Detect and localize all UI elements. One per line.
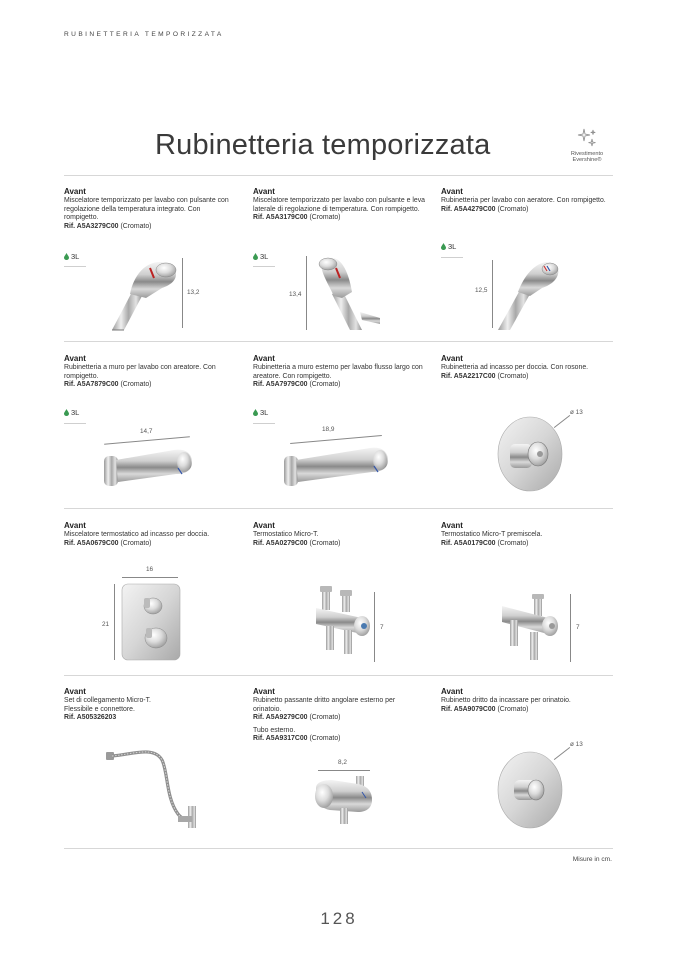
product-description: Rubinetteria a muro esterno per lavabo flusso largo con areatore. Con rompigetto.: [253, 364, 423, 380]
running-head: RUBINETTERIA TEMPORIZZATA: [64, 31, 224, 38]
product-image-basin-tap: [494, 256, 566, 332]
dimension-line: [492, 260, 493, 328]
product-finish: (Cromato): [309, 381, 341, 389]
product-ref: Rif. A5A7979C00: [253, 381, 308, 389]
product-card: [253, 354, 425, 390]
dimension-line: [374, 592, 375, 662]
dimension-width: 8,2: [338, 759, 347, 766]
dimension-width: 18,9: [322, 426, 335, 433]
product-card: [441, 187, 613, 214]
product-ref: Rif. A5A2217C00: [441, 372, 496, 380]
product-name: Avant: [441, 521, 463, 530]
evershine-label-2: Evershine®: [572, 157, 602, 164]
product-name: Avant: [64, 687, 86, 696]
product-description: Rubinetto dritto da incassare per orinatoio.: [441, 697, 571, 704]
evershine-badge: [562, 127, 612, 164]
product-description: Miscelatore termostatico ad incasso per doccia.: [64, 531, 210, 538]
water-drop-icon: [64, 409, 69, 416]
product-description: Rubinetteria ad incasso per doccia. Con rosone.: [441, 364, 589, 371]
badge-underline: [253, 423, 275, 424]
product-description: Rubinetto passante dritto angolare esterno per orinatoio.: [253, 697, 396, 713]
product-name: Avant: [441, 354, 463, 363]
product-image-flexible-hose: [104, 748, 200, 832]
product-image-wall-basin-tap-large: [282, 442, 392, 492]
flow-rate: 3L: [448, 242, 457, 251]
flow-rate: 3L: [71, 408, 80, 417]
flow-badge: [64, 408, 79, 417]
water-drop-icon: [253, 253, 258, 260]
product-description: Set di collegamento Micro-T.: [64, 697, 151, 704]
product-ref: Rif. A5A0179C00: [441, 539, 496, 547]
product-description: Rubinetteria per lavabo con aeratore. Con rompigetto.: [441, 197, 606, 204]
water-drop-icon: [441, 243, 446, 250]
product-card: [441, 354, 613, 381]
dimension-width: 14,7: [140, 428, 153, 435]
product-name: Avant: [253, 354, 275, 363]
product-name: Avant: [441, 187, 463, 196]
product-finish: (Cromato): [120, 222, 152, 230]
divider: [64, 675, 613, 676]
product-image-urinal-valve: [310, 774, 376, 826]
divider: [64, 848, 613, 849]
product-ref: Rif. A5A3179C00: [253, 214, 308, 222]
product-ref: Rif. A5A9279C00: [253, 714, 308, 722]
flow-rate: 3L: [260, 408, 269, 417]
product-description: Miscelatore temporizzato per lavabo con pulsante e leva laterale di regolazione di temperatura. Con rompigetto.: [253, 197, 425, 213]
product-image-thermostatic-plate: [120, 582, 182, 662]
product-ref: Rif. A5A9079C00: [441, 705, 496, 713]
product-description: Miscelatore temporizzato per lavabo con pulsante con regolazione della temperatura integrato. Con rompigetto.: [64, 197, 229, 222]
product-description: Flessibile e connettore.: [64, 705, 135, 713]
product-description: Termostatico Micro-T premiscela.: [441, 531, 543, 538]
product-name: Avant: [253, 521, 275, 530]
product-image-wall-basin-tap: [102, 444, 196, 492]
dimension-height: 13,2: [187, 289, 200, 296]
product-image-micro-t-thermostat: [312, 584, 374, 664]
product-card: [441, 521, 613, 548]
product-card: [64, 354, 236, 390]
dimension-height: 7: [380, 624, 384, 631]
product-finish: (Cromato): [120, 381, 152, 389]
product-description-b: Tubo esterno.: [253, 726, 296, 734]
water-drop-icon: [64, 253, 69, 260]
flow-badge: [253, 252, 268, 261]
divider: [64, 175, 613, 176]
product-name: Avant: [253, 187, 275, 196]
product-card: [64, 187, 236, 231]
page-number: 128: [320, 909, 358, 928]
badge-underline: [64, 423, 86, 424]
flow-rate: 3L: [260, 252, 269, 261]
flow-badge: [64, 252, 79, 261]
product-description: Termostatico Micro-T.: [253, 531, 319, 538]
product-card: [253, 521, 425, 548]
product-card: [441, 687, 613, 714]
product-ref: Rif. A505326203: [64, 714, 117, 722]
divider: [64, 508, 613, 509]
evershine-label-1: Rivestimento: [570, 151, 604, 157]
product-card: [64, 521, 236, 548]
dimension-height: 13,4: [289, 291, 302, 298]
product-finish: (Cromato): [309, 214, 341, 222]
product-name: Avant: [64, 187, 86, 196]
product-finish: (Cromato): [497, 539, 529, 547]
product-finish: (Cromato): [309, 539, 341, 547]
page-title: Rubinetteria temporizzata: [155, 129, 491, 161]
product-finish: (Cromato): [120, 539, 152, 547]
dimension-height: 7: [576, 624, 580, 631]
dimension-diameter: ø 13: [570, 409, 583, 416]
dimension-width: 16: [146, 566, 154, 573]
product-ref: Rif. A5A3279C00: [64, 222, 119, 230]
flow-badge: [253, 408, 268, 417]
product-finish: (Cromato): [497, 705, 529, 713]
dimension-line: [122, 577, 178, 578]
flow-badge: [441, 242, 456, 251]
measure-note: Misure in cm.: [572, 856, 612, 863]
product-image-micro-t-premix: [496, 592, 566, 664]
flow-rate: 3L: [71, 252, 80, 261]
product-ref: Rif. A5A0679C00: [64, 539, 119, 547]
product-card: [253, 687, 425, 744]
divider: [64, 341, 613, 342]
dimension-line: [318, 770, 370, 771]
product-finish-b: (Cromato): [309, 735, 341, 743]
product-image-basin-mixer-lever: [306, 252, 386, 332]
product-ref: Rif. A5A4279C00: [441, 205, 496, 213]
product-image-basin-mixer: [106, 252, 186, 332]
product-finish: (Cromato): [497, 372, 529, 380]
dimension-diameter: ø 13: [570, 741, 583, 748]
product-name: Avant: [441, 687, 463, 696]
product-ref-b: Rif. A5A9317C00: [253, 735, 308, 743]
water-drop-icon: [253, 409, 258, 416]
sparkle-icon: [576, 127, 598, 149]
product-ref: Rif. A5A7879C00: [64, 381, 119, 389]
product-name: Avant: [64, 354, 86, 363]
dimension-line: [570, 594, 571, 662]
badge-underline: [441, 257, 463, 258]
product-image-shower-valve: [496, 414, 568, 494]
product-card: [253, 187, 425, 223]
product-finish: (Cromato): [497, 205, 529, 213]
product-name: Avant: [64, 521, 86, 530]
product-name: Avant: [253, 687, 275, 696]
dimension-height: 12,5: [475, 287, 488, 294]
product-finish: (Cromato): [309, 714, 341, 722]
dimension-line: [114, 584, 115, 660]
product-ref: Rif. A5A0279C00: [253, 539, 308, 547]
product-card: [64, 687, 236, 723]
dimension-line: [182, 258, 183, 328]
badge-underline: [253, 266, 275, 267]
product-image-urinal-valve-recessed: [496, 748, 568, 832]
badge-underline: [64, 266, 86, 267]
dimension-height: 21: [102, 621, 110, 628]
product-description: Rubinetteria a muro per lavabo con areatore. Con rompigetto.: [64, 364, 216, 380]
